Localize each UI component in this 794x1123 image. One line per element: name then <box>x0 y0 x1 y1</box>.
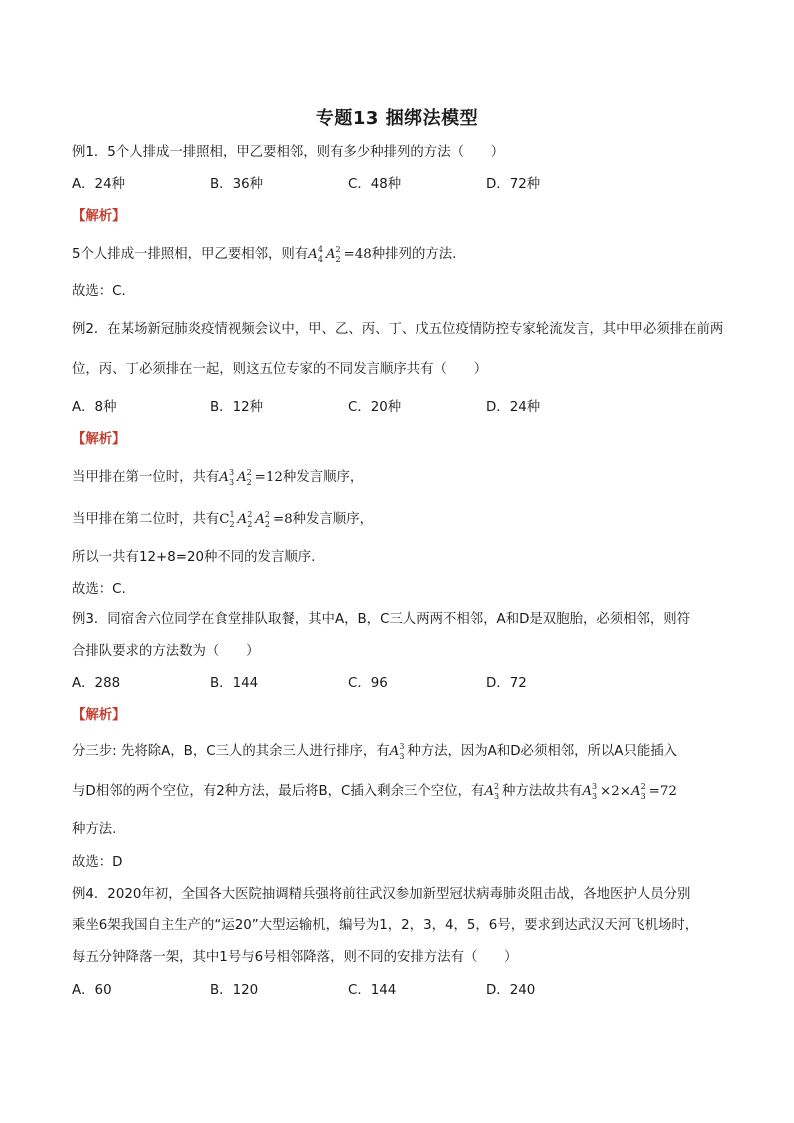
q1-stem: 例1．5个人排成一排照相，甲乙要相邻，则有多少种排列的方法（ ） <box>72 145 505 160</box>
q2-answer: 故选：C. <box>72 582 126 597</box>
q3-answer: 故选：D <box>72 855 123 870</box>
q3-stem-line2: 合排队要求的方法数为（ ） <box>72 644 260 659</box>
q1-math-a1: A <box>308 247 318 262</box>
q4-option-b[interactable]: B．120 <box>210 983 259 998</box>
q1-math-a2-scripts: 2 2 <box>335 245 341 264</box>
q1-option-b[interactable]: B．36种 <box>210 177 264 192</box>
q3-option-b[interactable]: B．144 <box>210 676 259 691</box>
q2-option-b[interactable]: B．12种 <box>210 400 264 415</box>
q4-option-a[interactable]: A．60 <box>72 983 112 998</box>
q1-option-d[interactable]: D．72种 <box>486 177 541 192</box>
q4-stem-line2: 乘坐6架我国自主生产的“运20”大型运输机，编号为1，2，3，4，5，6号，要求到达武汉天河飞机场时， <box>72 918 699 933</box>
q3-solution-line3: 种方法. <box>72 822 117 837</box>
q4-option-d[interactable]: D．240 <box>486 983 536 998</box>
q1-math-a1-scripts: 4 4 <box>317 245 323 264</box>
q2-solution-line1: 当甲排在第一位时，共有A 3 3 A 2 2 =12种发言顺序， <box>72 468 364 487</box>
q1-option-a[interactable]: A．24种 <box>72 177 125 192</box>
q4-stem-line3: 每五分钟降落一架，其中1号与6号相邻降落，则不同的安排方法有（ ） <box>72 950 518 965</box>
q3-option-a[interactable]: A．288 <box>72 676 121 691</box>
q2-stem-line1: 例2．在某场新冠肺炎疫情视频会议中，甲、乙、丙、丁、戊五位疫情防控专家轮流发言，其中甲必须排在前两 <box>72 322 724 337</box>
q2-option-c[interactable]: C．20种 <box>348 400 402 415</box>
q2-solution-line2: 当甲排在第二位时，共有C 1 2 A 2 2 A 2 2 =8种发言顺序， <box>72 510 373 529</box>
q1-math-a2: A <box>325 247 336 262</box>
q3-option-d[interactable]: D．72 <box>486 676 527 691</box>
q1-math-eq: =48 <box>343 247 372 262</box>
q2-option-d[interactable]: D．24种 <box>486 400 541 415</box>
q3-stem-line1: 例3．同宿舍六位同学在食堂排队取餐，其中A，B，C三人两两不相邻，A和D是双胞胎，必须相邻，则符 <box>72 612 691 627</box>
q2-option-a[interactable]: A．8种 <box>72 400 117 415</box>
q1-option-c[interactable]: C．48种 <box>348 177 402 192</box>
q2-solution-line3: 所以一共有12+8=20种不同的发言顺序. <box>72 550 316 565</box>
q1-solution-pre: 5个人排成一排照相，甲乙要相邻，则有 <box>72 247 309 262</box>
q1-solution-post: 种排列的方法. <box>371 247 457 262</box>
q1-answer: 故选：C. <box>72 284 126 299</box>
q3-solution-line1: 分三步: 先将除A，B，C三人的其余三人进行排序，有A 3 3 种方法，因为A和D必须相邻，所以A只能插入 <box>72 742 678 761</box>
q4-stem-line1: 例4．2020年初，全国各大医院抽调精兵强将前往武汉参加新型冠状病毒肺炎阻击战，各地医护人员分别 <box>72 887 691 902</box>
q1-solution <box>72 245 456 265</box>
q3-option-c[interactable]: C．96 <box>348 676 388 691</box>
q4-option-c[interactable]: C．144 <box>348 983 397 998</box>
q3-analysis-label: 【解析】 <box>72 708 126 723</box>
q2-analysis-label: 【解析】 <box>72 432 126 447</box>
q1-analysis-label: 【解析】 <box>72 209 126 224</box>
page-title: 专题13 捆绑法模型 <box>315 108 479 129</box>
q3-solution-line2: 与D相邻的两个空位，有2种方法，最后将B，C插入剩余三个空位，有A 2 3 种方法故共有A 3 3 ×2×A 2 3 =72 <box>72 782 677 801</box>
q2-stem-line2: 位，丙、丁必须排在一起，则这五位专家的不同发言顺序共有（ ） <box>72 362 488 377</box>
